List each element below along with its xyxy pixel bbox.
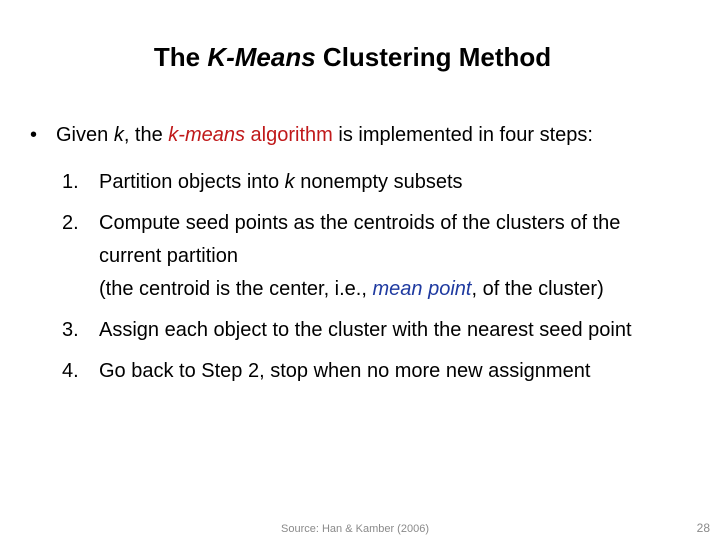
title-prefix: The: [153, 42, 208, 72]
step-item-3: [62, 314, 702, 347]
bullet-text-1: Given: [56, 124, 114, 146]
bullet-algorithm-highlight: [168, 124, 333, 146]
mean-point-highlight: mean point: [372, 278, 472, 300]
step-number: 3.: [62, 319, 79, 341]
bullet-k: k: [113, 124, 124, 146]
page-number: 28: [696, 521, 710, 535]
step-text: Go back to Step 2, stop when no more new assignment: [99, 360, 591, 382]
step-number: 4.: [62, 360, 79, 382]
step-line-1: Compute seed points as the centroids of the clusters of the: [99, 212, 621, 234]
step-line-2: current partition: [99, 245, 238, 267]
step-number: 1.: [62, 171, 79, 193]
footer-source: Source: Han & Kamber (2006): [281, 523, 429, 535]
title-emphasis: K-Means: [207, 42, 316, 72]
step-text: Partition objects into: [99, 171, 285, 193]
step-text: (the centroid is the center, i.e.,: [99, 278, 373, 300]
step-k: k: [284, 171, 295, 193]
steps-list: [62, 166, 702, 396]
step-body: [99, 207, 702, 306]
step-line-3: [99, 273, 702, 306]
step-item-2: [62, 207, 702, 306]
title-suffix: Clustering Method: [315, 42, 552, 72]
bullet-algorithm-rest: algorithm: [245, 124, 333, 146]
bullet-marker: •: [30, 124, 38, 146]
step-item-1: [62, 166, 702, 199]
bullet-algorithm-italic: k-means: [168, 124, 245, 146]
slide-title: [0, 42, 705, 73]
step-body: [99, 166, 702, 199]
step-text: Assign each object to the cluster with the nearest seed point: [99, 319, 632, 341]
bullet-text-2: , the: [123, 124, 169, 146]
step-text: nonempty subsets: [294, 171, 463, 193]
bullet-text-3: is implemented in four steps:: [332, 124, 593, 146]
bullet-item: [30, 124, 593, 147]
step-number: 2.: [62, 212, 79, 234]
step-text: , of the cluster): [471, 278, 604, 300]
step-item-4: [62, 355, 702, 388]
